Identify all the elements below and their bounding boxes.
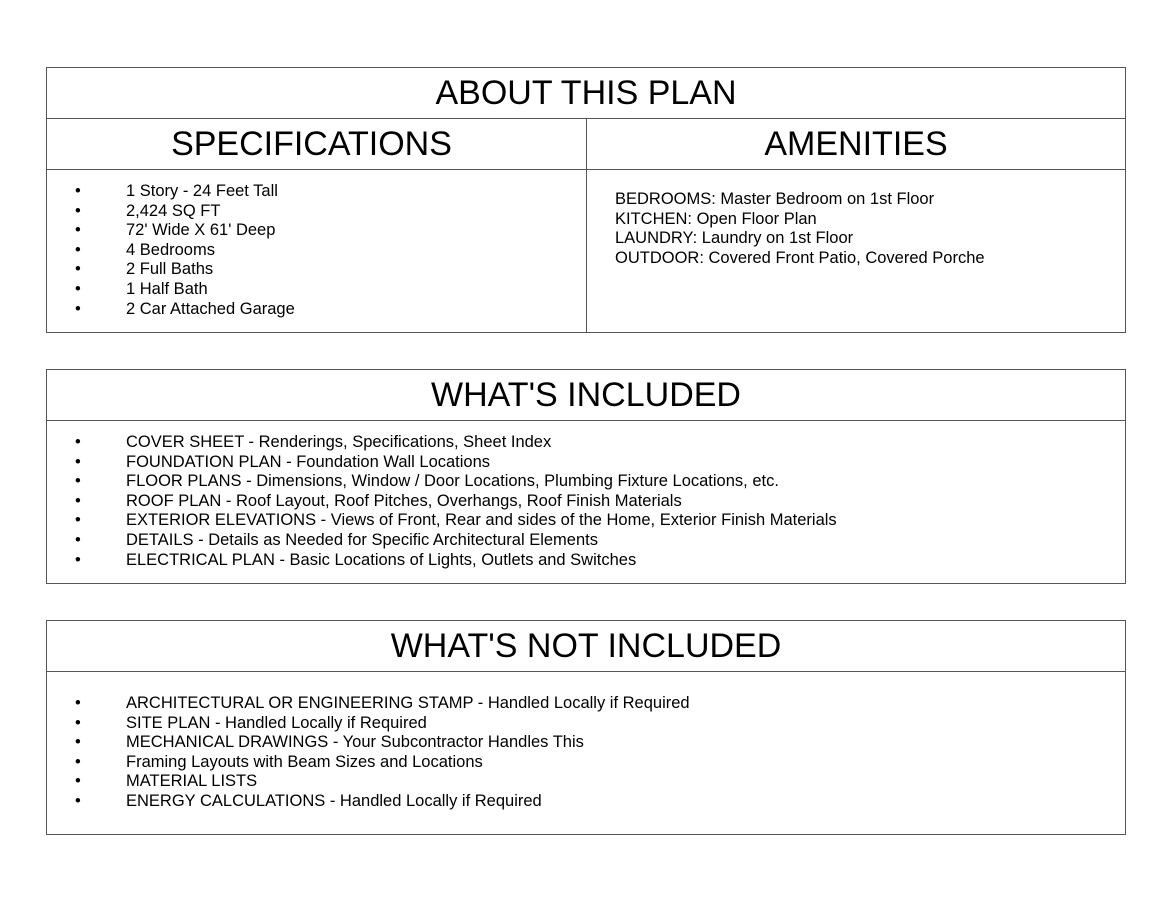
- list-item-text: DETAILS - Details as Needed for Specific Architectural Elements: [126, 530, 598, 549]
- whats-included-section: [46, 369, 1126, 584]
- specifications-list: [47, 170, 586, 319]
- bullet-icon: •: [75, 530, 81, 549]
- about-columns: [47, 119, 1125, 332]
- list-item-text: COVER SHEET - Renderings, Specifications, Sheet Index: [126, 433, 552, 451]
- list-item: [47, 551, 1125, 571]
- bullet-icon: •: [75, 279, 81, 298]
- list-item-text: ROOF PLAN - Roof Layout, Roof Pitches, Overhangs, Roof Finish Materials: [126, 491, 682, 510]
- specifications-heading: SPECIFICATIONS: [47, 119, 586, 170]
- list-item: [47, 531, 1125, 551]
- amenity-item: BEDROOMS: Master Bedroom on 1st Floor: [615, 190, 935, 208]
- bullet-icon: •: [75, 752, 81, 771]
- amenity-item: OUTDOOR: Covered Front Patio, Covered Porche: [615, 248, 985, 267]
- amenity-item: LAUNDRY: Laundry on 1st Floor: [615, 229, 854, 248]
- bullet-icon: •: [75, 550, 81, 569]
- amenities-list: [587, 170, 1125, 268]
- bullet-icon: •: [75, 733, 81, 752]
- bullet-icon: •: [75, 221, 81, 240]
- bullet-icon: •: [75, 772, 81, 791]
- list-item: [47, 772, 1125, 792]
- bullet-icon: •: [75, 452, 81, 471]
- list-item-text: 2,424 SQ FT: [126, 201, 221, 220]
- whats-not-included-list: [47, 672, 1125, 812]
- list-item: [47, 182, 586, 202]
- list-item: [47, 241, 586, 261]
- list-item: [47, 202, 586, 222]
- amenity-item: KITCHEN: Open Floor Plan: [615, 209, 817, 228]
- whats-not-included-section: [46, 620, 1126, 835]
- whats-not-included-title: WHAT'S NOT INCLUDED: [47, 621, 1125, 672]
- bullet-icon: •: [75, 491, 81, 510]
- whats-included-list: [47, 421, 1125, 570]
- list-item-text: 2 Car Attached Garage: [126, 299, 295, 318]
- list-item: [47, 753, 1125, 773]
- list-item: [47, 792, 1125, 812]
- list-item-text: 2 Full Baths: [126, 260, 214, 279]
- list-item-text: MECHANICAL DRAWINGS - Your Subcontractor Handles This: [126, 733, 584, 752]
- list-item-text: 72' Wide X 61' Deep: [126, 221, 276, 240]
- list-item: [47, 511, 1125, 531]
- list-item-text: ENERGY CALCULATIONS - Handled Locally if Required: [126, 791, 542, 810]
- amenities-heading: AMENITIES: [587, 119, 1125, 170]
- list-item: [47, 221, 586, 241]
- specifications-column: [47, 119, 587, 332]
- bullet-icon: •: [75, 472, 81, 491]
- bullet-icon: •: [75, 511, 81, 530]
- list-item: [47, 300, 586, 320]
- list-item: [47, 472, 1125, 492]
- list-item-text: ARCHITECTURAL OR ENGINEERING STAMP - Handled Locally if Required: [126, 694, 690, 712]
- list-item-text: FOUNDATION PLAN - Foundation Wall Locations: [126, 452, 491, 471]
- list-item-text: 1 Story - 24 Feet Tall: [126, 182, 278, 200]
- bullet-icon: •: [75, 240, 81, 259]
- bullet-icon: •: [75, 433, 81, 451]
- list-item: [47, 280, 586, 300]
- list-item-text: SITE PLAN - Handled Locally if Required: [126, 713, 427, 732]
- list-item: [47, 733, 1125, 753]
- list-item-text: EXTERIOR ELEVATIONS - Views of Front, Rear and sides of the Home, Exterior Finish Materials: [126, 511, 837, 530]
- bullet-icon: •: [75, 694, 81, 712]
- list-item: [47, 694, 1125, 714]
- bullet-icon: •: [75, 182, 81, 200]
- about-this-plan-title: ABOUT THIS PLAN: [47, 68, 1125, 119]
- list-item-text: 4 Bedrooms: [126, 240, 215, 259]
- list-item: [47, 433, 1125, 453]
- list-item: [47, 492, 1125, 512]
- list-item-text: MATERIAL LISTS: [126, 772, 258, 791]
- bullet-icon: •: [75, 201, 81, 220]
- bullet-icon: •: [75, 260, 81, 279]
- list-item-text: 1 Half Bath: [126, 279, 208, 298]
- about-this-plan-section: [46, 67, 1126, 333]
- list-item-text: Framing Layouts with Beam Sizes and Locations: [126, 752, 483, 771]
- bullet-icon: •: [75, 713, 81, 732]
- list-item: [47, 260, 586, 280]
- bullet-icon: •: [75, 299, 81, 318]
- list-item-text: FLOOR PLANS - Dimensions, Window / Door Locations, Plumbing Fixture Locations, etc.: [126, 472, 779, 491]
- list-item: [47, 453, 1125, 473]
- bullet-icon: •: [75, 791, 81, 810]
- list-item-text: ELECTRICAL PLAN - Basic Locations of Lights, Outlets and Switches: [126, 550, 637, 569]
- list-item: [47, 714, 1125, 734]
- amenities-column: [587, 119, 1125, 332]
- whats-included-title: WHAT'S INCLUDED: [47, 370, 1125, 421]
